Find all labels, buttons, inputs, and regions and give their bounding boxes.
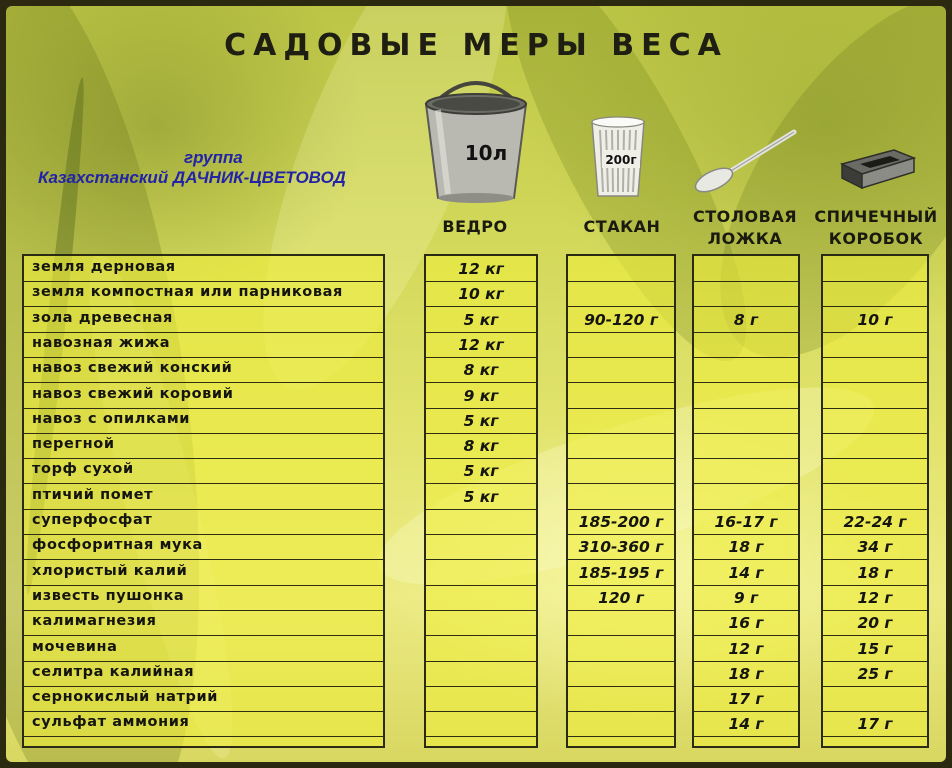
table-row [823,686,927,712]
glass-value: 120 г [598,588,644,607]
column-header-spoon-text: СТОЛОВАЯ ЛОЖКА [692,207,798,248]
table-row [426,458,536,484]
glass-icon [588,116,648,200]
bucket-value: 10 кг [458,285,504,304]
table-row [823,357,927,383]
table-row [568,307,674,333]
bucket-value: 5 кг [463,462,499,481]
table-row [24,636,383,662]
poster [6,6,946,762]
table-row [24,433,383,459]
table-row [426,281,536,307]
table-row [694,408,798,434]
substance-name: перегной [32,436,115,453]
table-row [694,585,798,611]
table-row [24,509,383,535]
bucket-value: 5 кг [463,411,499,430]
table-row [568,256,674,282]
bucket-icon-label: 10л [464,141,508,165]
substance-name: известь пушонка [32,587,185,604]
table-row [823,636,927,662]
table-row [694,357,798,383]
table-row [568,383,674,409]
table-row [568,458,674,484]
table-row [426,433,536,459]
table-row [694,661,798,687]
table-row [823,408,927,434]
table-row [823,307,927,333]
table-row [24,661,383,687]
table-row [24,332,383,358]
substance-name: калимагнезия [32,613,157,630]
table-row [823,332,927,358]
table-row [568,484,674,510]
table-row [24,357,383,383]
table-row [568,636,674,662]
table-row [24,383,383,409]
box-value: 22-24 г [843,513,907,531]
bucket-value: 5 кг [463,310,499,329]
table-row [426,357,536,383]
table-row [823,534,927,560]
table-row [568,610,674,636]
table-row [568,661,674,687]
substance-name: сернокислый натрий [32,689,219,706]
table-row [823,509,927,535]
box-column [821,254,929,748]
bucket-value: 5 кг [463,487,499,506]
box-value: 15 г [857,639,893,658]
spoon-value: 17 г [728,690,764,709]
table-row [823,281,927,307]
table-row [24,281,383,307]
table-row [426,332,536,358]
column-header-box [806,206,946,250]
table-row [568,585,674,611]
spoon-value: 9 г [733,588,759,607]
table-row [694,534,798,560]
table-row [426,383,536,409]
table-row [24,256,383,282]
table-row [568,357,674,383]
substance-name: земля дерновая [32,259,176,275]
substance-name: зола древесная [32,309,173,326]
bucket-value: 9 кг [463,386,499,405]
glass-column [566,254,676,748]
table-row [694,256,798,282]
table-row [823,661,927,687]
table-row [568,711,674,737]
bucket-icon [416,80,536,204]
substance-name: селитра калийная [32,663,195,680]
spoon-icon [692,128,802,194]
table-row [426,636,536,662]
spoon-value: 16-17 г [714,513,778,531]
column-header-bucket: ВЕДРО [442,217,508,236]
table-row [24,585,383,611]
table-row [426,534,536,560]
table-row [694,560,798,586]
table-row [426,256,536,282]
table-row [694,307,798,333]
substance-name: фосфоритная мука [32,537,203,554]
table-row [694,509,798,535]
table-row [426,307,536,333]
spoon-column [692,254,800,748]
bucket-value: 8 кг [463,437,499,456]
table-row [823,610,927,636]
table-row [823,458,927,484]
column-header-spoon [682,206,808,250]
table-row [694,332,798,358]
table-row [823,560,927,586]
table-row [24,484,383,510]
box-value: 20 г [857,614,893,633]
table-row [568,686,674,712]
substance-name: хлористый калий [32,562,188,579]
table-row [823,256,927,282]
substance-name: торф сухой [32,461,134,478]
box-value: 12 г [857,588,893,607]
glass-value: 310-360 г [578,538,664,557]
table-row [426,509,536,535]
table-row [24,686,383,712]
glass-value: 185-195 г [578,563,664,582]
table-row [426,711,536,737]
bucket-value: 8 кг [463,361,499,380]
bucket-value: 12 кг [458,335,504,354]
box-value: 34 г [857,538,893,557]
table-row [694,383,798,409]
table-row [694,281,798,307]
spoon-value: 12 г [728,639,764,658]
substance-name: мочевина [32,638,118,655]
substance-name: навоз свежий конский [32,360,233,377]
table-row [24,711,383,737]
box-value: 17 г [857,715,893,734]
table-row [568,332,674,358]
table-row [694,636,798,662]
table-row [823,484,927,510]
table-row [823,433,927,459]
promo-line-2: Казахстанский ДАЧНИК-ЦВЕТОВОД [38,168,346,187]
box-value: 18 г [857,563,893,582]
glass-value: 185-200 г [578,513,664,531]
substance-name: птичий помет [32,486,154,503]
table-row [24,458,383,484]
spoon-value: 18 г [728,538,764,557]
substance-name: навозная жижа [32,334,171,351]
spoon-value: 8 г [733,310,759,329]
table-row [694,433,798,459]
table-row [823,585,927,611]
table-row [568,509,674,535]
table-row [426,686,536,712]
table-row [568,281,674,307]
table-row [694,686,798,712]
column-header-glass: СТАКАН [583,217,661,236]
table-row [24,610,383,636]
table-row [24,534,383,560]
table-row [694,711,798,737]
substance-name: сульфат аммония [32,714,190,731]
table-row [568,408,674,434]
table-row [426,661,536,687]
table-row [694,610,798,636]
substance-name: навоз свежий коровий [32,385,234,402]
promo-line-1: группа [184,148,243,167]
spoon-value: 14 г [728,563,764,582]
table-row [426,408,536,434]
page-title: САДОВЫЕ МЕРЫ ВЕСА [224,28,728,63]
substance-column [22,254,385,748]
table-row [823,383,927,409]
spoon-value: 16 г [728,614,764,633]
table-row [568,433,674,459]
table-row [426,484,536,510]
substance-name: земля компостная или парниковая [32,284,343,301]
table-row [568,560,674,586]
table-row [24,307,383,333]
bucket-value: 12 кг [458,260,504,278]
substance-name: навоз с опилками [32,410,191,427]
table-row [426,585,536,611]
table-row [426,610,536,636]
table-row [568,534,674,560]
glass-value: 90-120 г [584,310,658,329]
table-row [24,560,383,586]
table-row [694,458,798,484]
spoon-value: 18 г [728,664,764,683]
table-row [823,711,927,737]
column-header-box-text: СПИЧЕЧНЫЙ КОРОБОК [814,207,938,248]
substance-name: суперфосфат [32,512,153,528]
table-row [24,408,383,434]
spoon-value: 14 г [728,715,764,734]
bucket-column [424,254,538,748]
box-value: 10 г [857,310,893,329]
matchbox-icon [838,146,918,192]
box-value: 25 г [857,664,893,683]
table-row [694,484,798,510]
glass-icon-label: 200г [605,153,637,167]
table-row [426,560,536,586]
